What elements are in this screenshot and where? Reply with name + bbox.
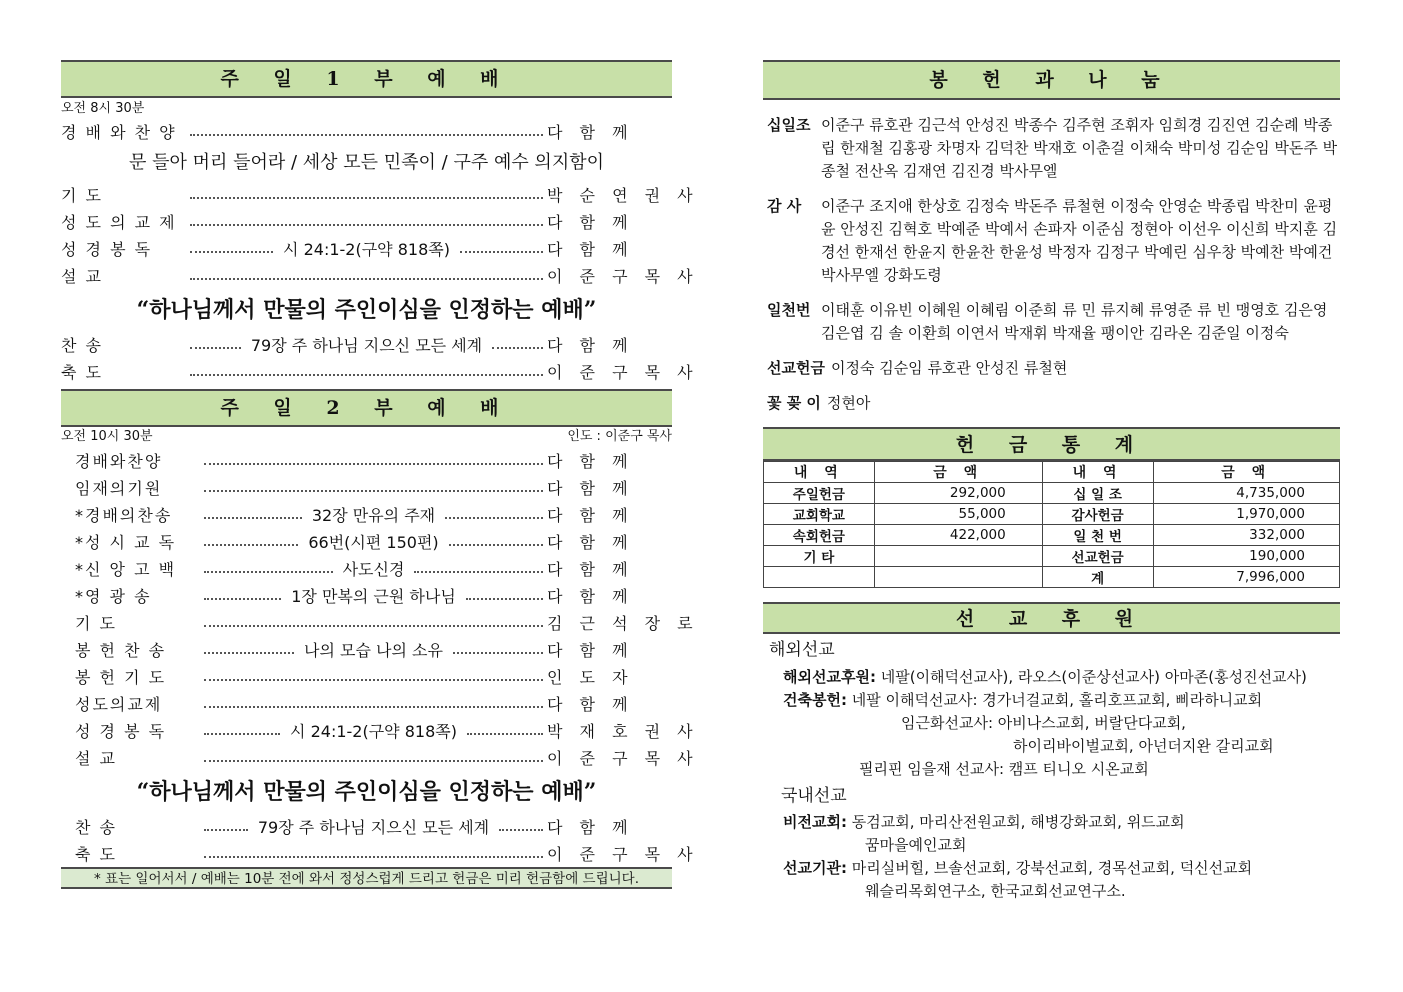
leader-dots: [467, 733, 543, 735]
building-line-4: 필리핀 임을재 선교사: 캠프 티니오 시온교회: [859, 760, 1149, 778]
stats-header-cell: 내 역: [1042, 462, 1153, 483]
order-item-label: 경 배 와 찬 양: [61, 123, 177, 142]
order-item-label: 찬 송: [75, 818, 117, 837]
leader-dots: [499, 829, 543, 831]
table-cell: [764, 567, 875, 588]
order-item-detail: 나의 모습 나의 소유: [304, 641, 443, 660]
order-item-responsible: 이 준 구 목 사: [547, 363, 699, 382]
offering-section-names: 정현아: [826, 394, 871, 412]
building-value-1: 네팔 이해덕선교사: 경가너걸교회, 홀리호프교회, 삐라하니교회: [851, 691, 1263, 709]
worship2-items-a: [61, 447, 699, 771]
offering-section-key: 감 사: [767, 197, 802, 215]
order-item-responsible: 박 재 호 권 사: [547, 722, 699, 741]
order-item: [75, 663, 672, 690]
leader-dots: [414, 571, 543, 573]
table-row: [764, 525, 1340, 546]
offering-sections: [763, 114, 1340, 415]
table-cell: 1,970,000: [1153, 504, 1340, 525]
table-cell: 교회학교: [764, 504, 875, 525]
worship1-items-b: [61, 181, 699, 289]
order-item-responsible: 박 순 연 권 사: [547, 186, 699, 205]
leader-dots: [453, 652, 543, 654]
order-item: [75, 690, 672, 717]
order-item-label: 경배와찬양: [75, 452, 163, 471]
order-item: [75, 582, 672, 609]
table-row: [764, 504, 1340, 525]
order-item: [75, 447, 672, 474]
leader-dots: [204, 463, 543, 465]
order-item: [61, 358, 699, 385]
leader-dots: [190, 374, 543, 376]
worship2-sermon: “하나님께서 만물의 주인이심을 인정하는 예배”: [136, 779, 597, 805]
order-item-responsible: 이 준 구 목 사: [547, 845, 699, 864]
order-item-responsible: 다 함 께: [547, 506, 634, 525]
building-line-3: 하이리바이벌교회, 아넌더지완 갈리교회: [1013, 737, 1274, 755]
leader-dots: [204, 829, 248, 831]
offering-section-names: 이정숙 김순임 류호관 안성진 류철현: [830, 359, 1068, 377]
order-item-responsible: 다 함 께: [547, 336, 634, 355]
leader-dots: [204, 544, 298, 546]
leader-dots: [204, 679, 543, 681]
offering-section: [767, 195, 1340, 287]
building-key: 건축봉헌:: [783, 691, 847, 709]
leader-dots: [204, 733, 280, 735]
stats-title: 헌 금 통 계: [763, 427, 1340, 461]
order-item-label: 성도의교제: [75, 695, 163, 714]
order-item: [75, 555, 672, 582]
order-item-label: 찬 송: [61, 336, 103, 355]
right-column: [763, 60, 1340, 903]
order-item-detail: 79장 주 하나님 지으신 모든 세계: [257, 818, 490, 837]
order-item: [75, 744, 699, 771]
table-cell: 4,735,000: [1153, 483, 1340, 504]
offering-section-key: 꽃 꽂 이: [767, 394, 821, 412]
leader-dots: [204, 517, 302, 519]
stats-header-row: [764, 462, 1340, 483]
stats-table: [763, 461, 1340, 588]
leader-dots: [445, 517, 543, 519]
leader-dots: [466, 598, 543, 600]
order-item-responsible: 다 함 께: [547, 533, 634, 552]
offering-section: [767, 392, 1340, 415]
leader-dots: [190, 134, 543, 136]
order-item: [61, 331, 672, 358]
leader-dots: [190, 251, 273, 253]
order-item-detail: 시 24:1-2(구약 818쪽): [290, 722, 457, 741]
leader-dots: [204, 625, 543, 627]
order-item-responsible: 다 함 께: [547, 641, 634, 660]
left-column: [61, 60, 699, 889]
vision-value-1: 동검교회, 마리산전원교회, 해병강화교회, 위드교회: [851, 813, 1185, 831]
overseas-title: 해외선교: [769, 640, 835, 660]
overseas-support-key: 해외선교후원:: [783, 668, 876, 686]
order-item: [75, 528, 672, 555]
worship2-info: [61, 427, 672, 447]
offering-section-key: 십일조: [767, 116, 811, 134]
order-item-label: 성 경 봉 독: [61, 240, 153, 259]
order-item: [75, 501, 672, 528]
worship2-leader: 인도 : 이준구 목사: [567, 429, 672, 444]
order-item-label: 성 경 봉 독: [75, 722, 167, 741]
order-item-responsible: 다 함 께: [547, 695, 634, 714]
vision-line-2: 꿈마을예인교회: [865, 836, 967, 854]
order-item-responsible: 김 근 석 장 로: [547, 614, 699, 633]
order-item-responsible: 이 준 구 목 사: [547, 749, 699, 768]
leader-dots: [190, 278, 543, 280]
order-item-responsible: 다 함 께: [547, 560, 634, 579]
leader-dots: [190, 347, 241, 349]
worship2-title: 주 일 2 부 예 배: [61, 389, 672, 427]
worship1-items-a: [61, 118, 672, 145]
table-cell: 계: [1042, 567, 1153, 588]
leader-dots: [204, 652, 294, 654]
table-cell: [874, 567, 1042, 588]
leader-dots: [460, 251, 543, 253]
order-item-label: 임재의기원: [75, 479, 163, 498]
stats-header-cell: 금 액: [1153, 462, 1340, 483]
order-item-detail: 79장 주 하나님 지으신 모든 세계: [250, 336, 483, 355]
worship2-time: 오전 10시 30분: [61, 429, 153, 444]
order-item-label: 봉 헌 기 도: [75, 668, 167, 687]
order-item: [61, 118, 672, 145]
offering-section-key: 선교헌금: [767, 359, 825, 377]
order-item-label: 기 도: [75, 614, 117, 633]
order-item-responsible: 인 도 자: [547, 668, 634, 687]
org-line-1: [769, 857, 1340, 880]
order-item-responsible: 다 함 께: [547, 123, 634, 142]
table-row: [764, 546, 1340, 567]
leader-dots: [204, 760, 543, 762]
vision-key: 비전교회:: [783, 813, 847, 831]
domestic-title: 국내선교: [781, 786, 847, 806]
order-item-responsible: 다 함 께: [547, 213, 634, 232]
leader-dots: [204, 856, 543, 858]
order-item-responsible: 다 함 께: [547, 587, 634, 606]
offering-section: [767, 114, 1340, 183]
worship1-title: 주 일 1 부 예 배: [61, 60, 672, 98]
table-cell: 55,000: [874, 504, 1042, 525]
building-line-2: 임근화선교사: 아비나스교회, 버랄단다교회,: [901, 714, 1186, 732]
table-cell: 선교헌금: [1042, 546, 1153, 567]
table-cell: 속회헌금: [764, 525, 875, 546]
order-item-label: *신 앙 고 백: [75, 560, 177, 579]
order-item-label: *경배의찬송: [75, 506, 173, 525]
order-item: [75, 636, 672, 663]
order-item-responsible: 다 함 께: [547, 479, 634, 498]
order-item-label: 봉 헌 찬 송: [75, 641, 167, 660]
order-item: [61, 181, 699, 208]
order-item-label: *성 시 교 독: [75, 533, 177, 552]
worship2-footer: * 표는 일어서서 / 예배는 10분 전에 와서 정성스럽게 드리고 헌금은 미리 헌금함에 드립니다.: [61, 867, 672, 889]
table-cell: 422,000: [874, 525, 1042, 546]
offering-section: [767, 299, 1340, 345]
worship2-items-b: [61, 813, 699, 867]
order-item: [75, 474, 672, 501]
order-item: [61, 262, 699, 289]
order-item-detail: 1장 만복의 근원 하나님: [291, 587, 456, 606]
order-item-detail: 66번(시편 150편): [308, 533, 439, 552]
table-cell: 190,000: [1153, 546, 1340, 567]
offering-section-names: 이준구 류호관 김근석 안성진 박종수 김주현 조휘자 임희경 김진연 김순례 박종립 한재철 김홍광 차명자 김덕찬 박재호 이춘걸 이채숙 박미성 김순임 박돈주 박종철 전산옥 김재연 김진경 박사무엘: [821, 116, 1338, 180]
leader-dots: [190, 224, 543, 226]
order-item-label: 축 도: [75, 845, 117, 864]
offering-section-key: 일천번: [767, 301, 811, 319]
table-cell: [874, 546, 1042, 567]
leader-dots: [204, 706, 543, 708]
order-item-responsible: 이 준 구 목 사: [547, 267, 699, 286]
table-cell: 감사헌금: [1042, 504, 1153, 525]
vision-line-1: [769, 811, 1340, 834]
leader-dots: [204, 598, 281, 600]
worship1-sermon: “하나님께서 만물의 주인이심을 인정하는 예배”: [136, 297, 597, 323]
order-item-label: 기 도: [61, 186, 103, 205]
table-row: [764, 567, 1340, 588]
table-cell: 292,000: [874, 483, 1042, 504]
offering-section-names: 이준구 조지애 한상호 김정숙 박돈주 류철현 이정숙 안영순 박종립 박찬미 윤평윤 안성진 김혁호 박예준 박예서 손파자 이준심 정현아 이선우 이신희 박지훈 김경선 한재선 한윤지 한윤찬 한윤성 박정자 김정구 박예린 심우창 박예찬 박예건 박사무엘 강화도령: [821, 197, 1338, 284]
leader-dots: [204, 490, 543, 492]
org-key: 선교기관:: [783, 859, 847, 877]
table-cell: 7,996,000: [1153, 567, 1340, 588]
table-cell: 기 타: [764, 546, 875, 567]
overseas-support: [769, 666, 1340, 689]
order-item-detail: 사도신경: [342, 560, 405, 579]
order-item-responsible: 다 함 께: [547, 240, 634, 259]
order-item: [75, 717, 699, 744]
offering-section: [767, 357, 1340, 380]
overseas-support-value: 네팔(이해덕선교사), 라오스(이준상선교사) 아마존(홍성진선교사): [880, 668, 1307, 686]
order-item: [75, 840, 699, 867]
order-item: [75, 813, 672, 840]
worship1-hymns: 문 들아 머리 들어라 / 세상 모든 민족이 / 구주 예수 의지함이: [129, 152, 604, 173]
order-item: [61, 208, 672, 235]
building-line-1: [769, 689, 1340, 712]
order-item-label: *영 광 송: [75, 587, 152, 606]
leader-dots: [190, 197, 543, 199]
order-item-label: 축 도: [61, 363, 103, 382]
worship1-items-c: [61, 331, 699, 385]
order-item-responsible: 다 함 께: [547, 452, 634, 471]
table-cell: 십 일 조: [1042, 483, 1153, 504]
order-item-responsible: 다 함 께: [547, 818, 634, 837]
org-value-1: 마리실버힐, 브솔선교회, 강북선교회, 경목선교회, 덕신선교회: [851, 859, 1253, 877]
order-item-label: 설 교: [61, 267, 103, 286]
leader-dots: [204, 571, 333, 573]
mission-body: [763, 634, 1340, 903]
order-item-detail: 32장 만유의 주재: [311, 506, 436, 525]
stats-header-cell: 내 역: [764, 462, 875, 483]
leader-dots: [492, 347, 543, 349]
table-cell: 일 천 번: [1042, 525, 1153, 546]
order-item: [75, 609, 699, 636]
order-item-label: 성 도 의 교 제: [61, 213, 177, 232]
table-cell: 332,000: [1153, 525, 1340, 546]
org-line-2: 웨슬리목회연구소, 한국교회선교연구소.: [865, 882, 1126, 900]
leader-dots: [449, 544, 543, 546]
table-cell: 주일헌금: [764, 483, 875, 504]
order-item: [61, 235, 672, 262]
offering-section-names: 이태훈 이유빈 이혜원 이혜림 이준희 류 민 류지혜 류영준 류 빈 맹영호 김은영 김은엽 김 솔 이환희 이연서 박재휘 박재율 팽이안 김라온 김준일 이정숙: [821, 301, 1328, 342]
offering-title: 봉 헌 과 나 눔: [763, 60, 1340, 100]
table-row: [764, 483, 1340, 504]
stats-header-cell: 금 액: [874, 462, 1042, 483]
worship1-time: 오전 8시 30분: [61, 101, 145, 116]
order-item-detail: 시 24:1-2(구약 818쪽): [283, 240, 450, 259]
mission-title: 선 교 후 원: [763, 602, 1340, 634]
order-item-label: 설 교: [75, 749, 117, 768]
